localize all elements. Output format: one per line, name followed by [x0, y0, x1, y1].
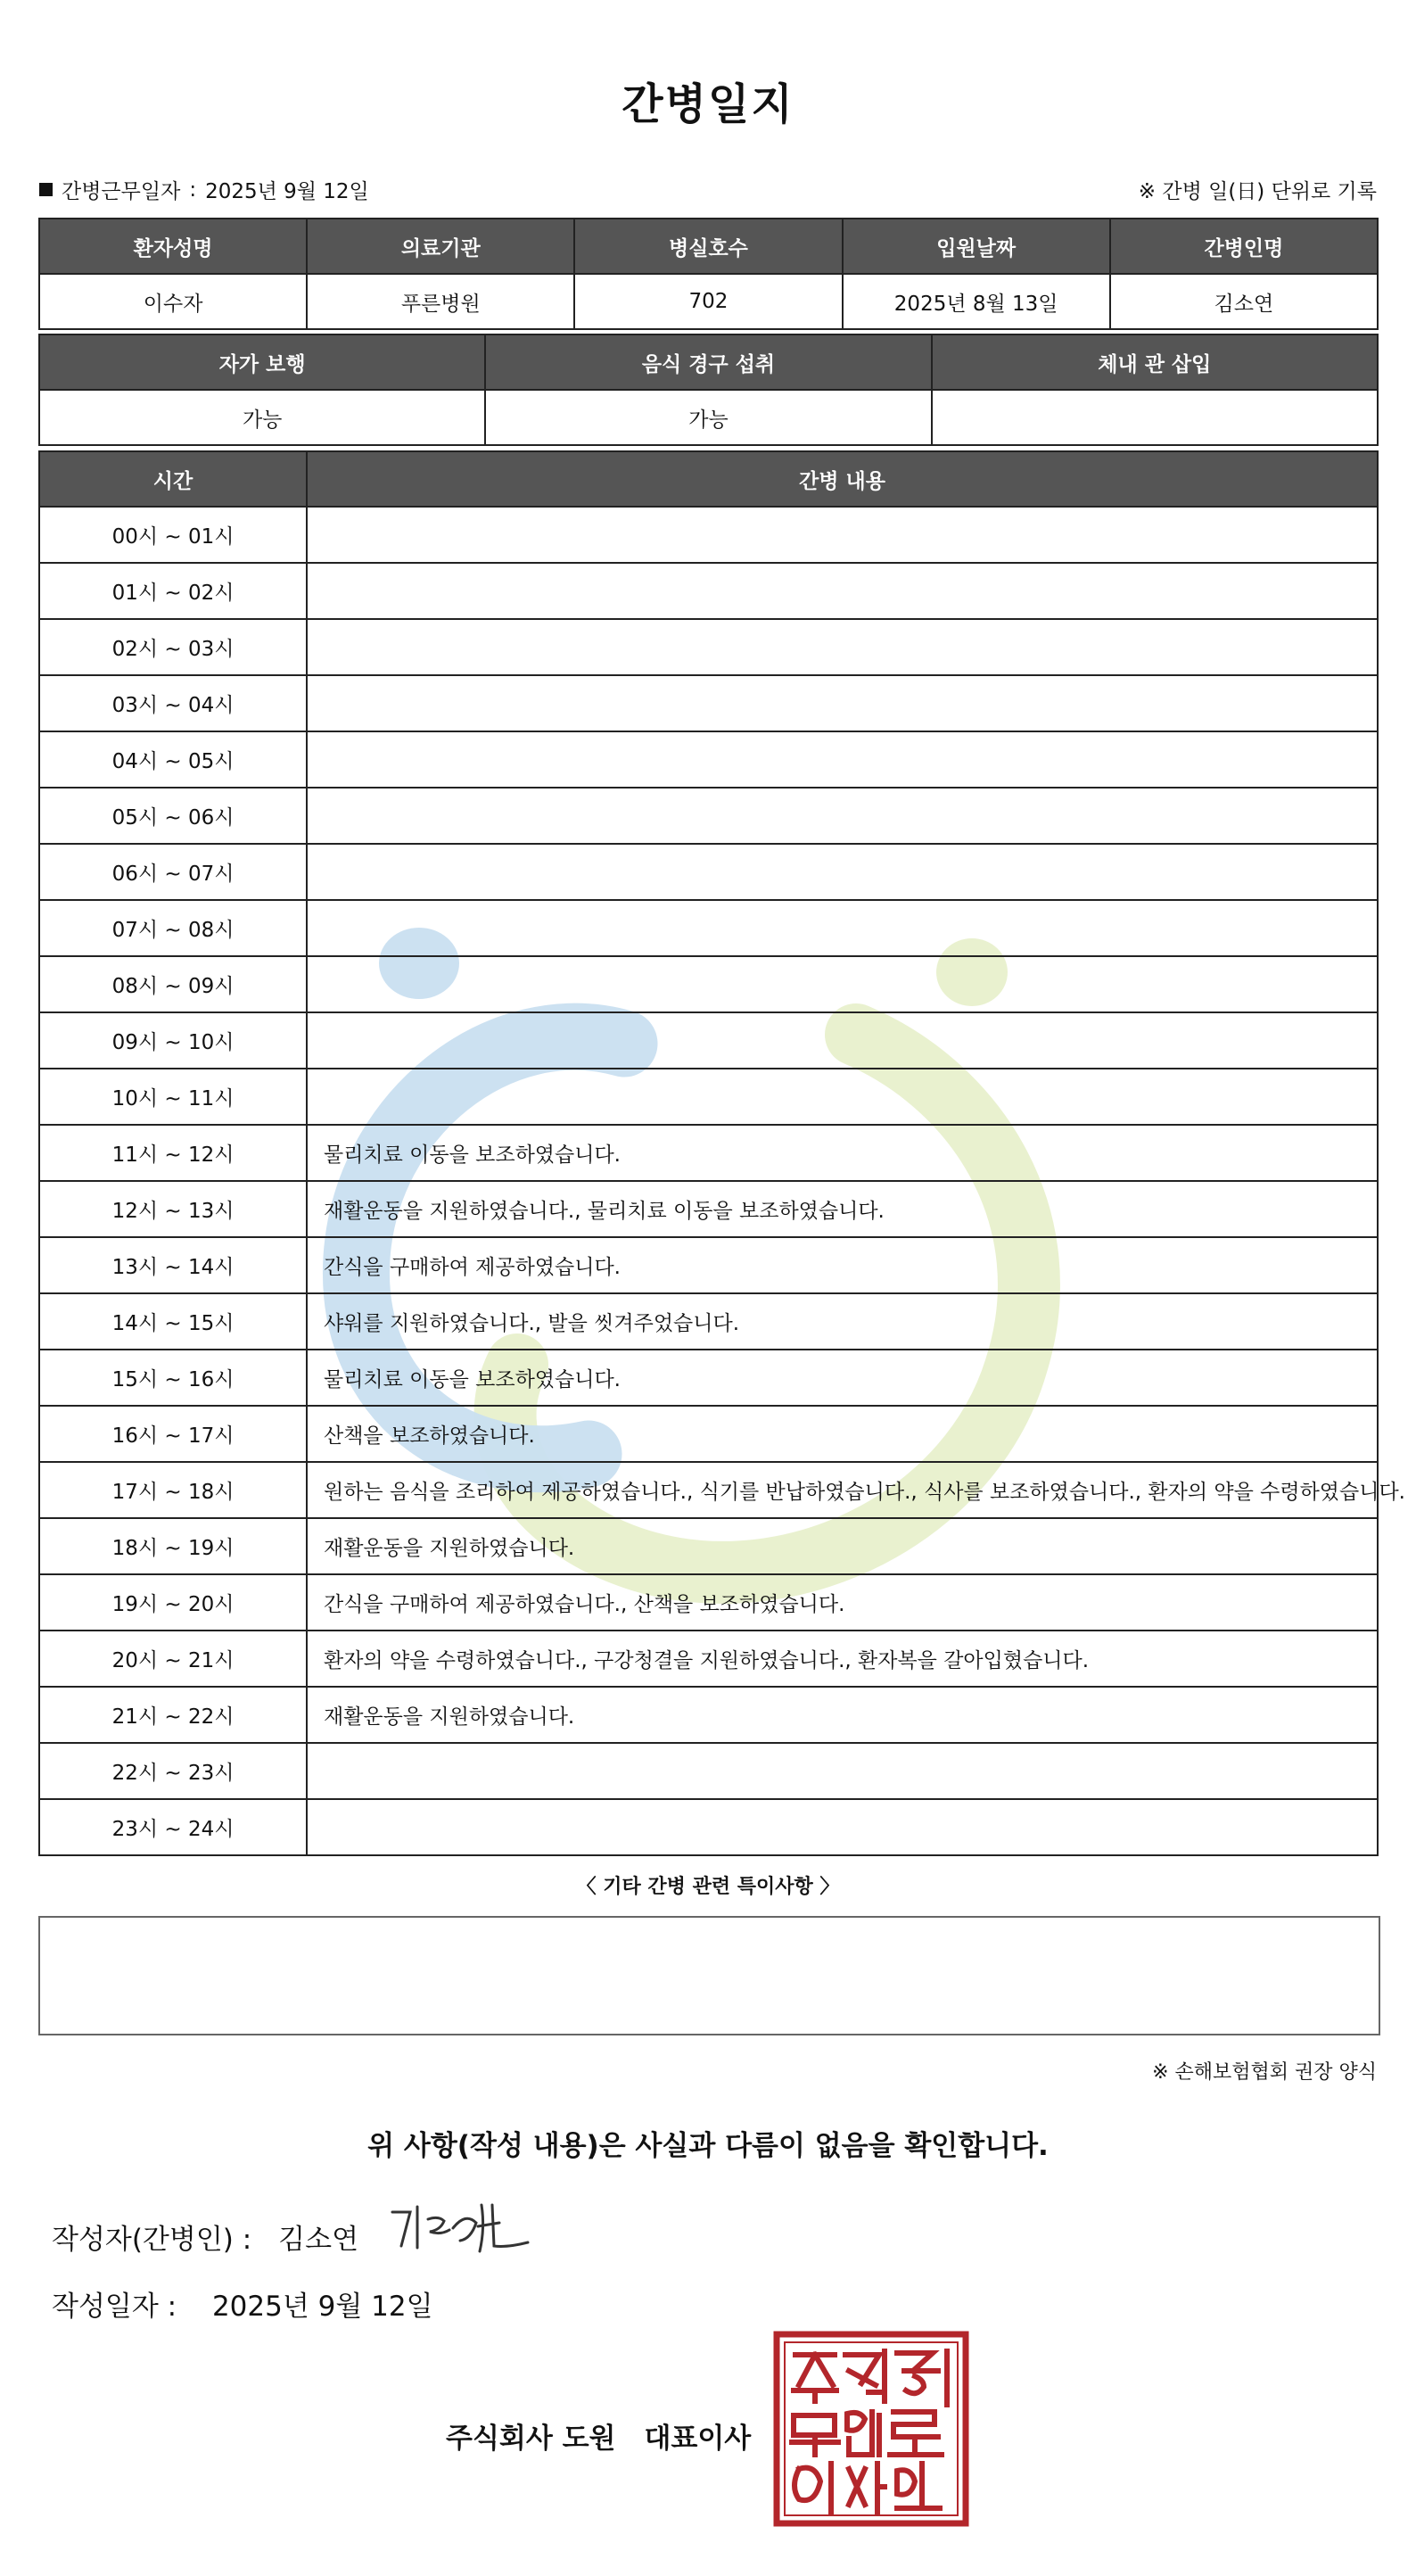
hourly-log-table — [38, 450, 1405, 1856]
log-time-cell: 11시 ~ 12시 — [39, 1125, 307, 1181]
log-content-cell — [307, 731, 1378, 788]
log-time-cell: 06시 ~ 07시 — [39, 844, 307, 900]
log-content-cell: 재활운동을 지원하였습니다., 물리치료 이동을 보조하였습니다. — [307, 1181, 1378, 1237]
log-time-cell: 10시 ~ 11시 — [39, 1069, 307, 1125]
log-content-cell: 재활운동을 지원하였습니다. — [307, 1518, 1378, 1574]
log-time-cell: 09시 ~ 10시 — [39, 1012, 307, 1069]
log-time-cell: 23시 ~ 24시 — [39, 1799, 307, 1855]
log-row — [39, 956, 1378, 1012]
log-row — [39, 1574, 1378, 1631]
handwritten-signature — [385, 2192, 537, 2264]
confirmation-statement: 위 사항(작성 내용)은 사실과 다름이 없음을 확인합니다. — [367, 2130, 1049, 2162]
status-value-row — [39, 390, 1378, 445]
log-time-cell: 00시 ~ 01시 — [39, 507, 307, 563]
care-date-row — [39, 175, 369, 204]
log-content-cell: 재활운동을 지원하였습니다. — [307, 1687, 1378, 1743]
log-time-cell: 08시 ~ 09시 — [39, 956, 307, 1012]
log-content-cell: 간식을 구매하여 제공하였습니다. — [307, 1237, 1378, 1293]
log-row — [39, 1631, 1378, 1687]
company-signoff — [446, 2415, 751, 2456]
log-content-cell — [307, 507, 1378, 563]
log-time-cell: 01시 ~ 02시 — [39, 563, 307, 619]
patient-header-row — [39, 219, 1378, 274]
log-content-cell — [307, 1799, 1378, 1855]
oral-intake-header: 음식 경구 섭취 — [485, 334, 931, 390]
log-row — [39, 507, 1378, 563]
log-time-cell: 17시 ~ 18시 — [39, 1462, 307, 1518]
bullet-square-icon — [39, 183, 53, 196]
log-row — [39, 1125, 1378, 1181]
log-content-cell — [307, 788, 1378, 844]
log-header-row — [39, 451, 1378, 507]
patient-value-row — [39, 274, 1378, 329]
patient-status-table — [38, 334, 1379, 446]
log-row — [39, 1799, 1378, 1855]
log-row — [39, 844, 1378, 900]
log-row — [39, 1012, 1378, 1069]
writer-row — [52, 2217, 358, 2257]
log-content-cell: 샤워를 지원하였습니다., 발을 씻겨주었습니다. — [307, 1293, 1378, 1350]
log-content-cell: 물리치료 이동을 보조하였습니다. — [307, 1350, 1378, 1406]
walking-value: 가능 — [39, 390, 485, 445]
room-header: 병실호수 — [574, 219, 842, 274]
log-time-cell: 15시 ~ 16시 — [39, 1350, 307, 1406]
writer-label: 작성자(간병인) : — [52, 2224, 252, 2256]
daily-unit-note: ※ 간병 일(日) 단위로 기록 — [1138, 180, 1377, 203]
written-date-value: 2025년 9월 12일 — [211, 2291, 433, 2323]
hospital-name: 푸른병원 — [307, 274, 574, 329]
log-content-cell — [307, 1012, 1378, 1069]
log-content-cell — [307, 563, 1378, 619]
walking-header: 자가 보행 — [39, 334, 485, 390]
log-content-cell — [307, 675, 1378, 731]
log-time-cell: 18시 ~ 19시 — [39, 1518, 307, 1574]
oral-intake-value: 가능 — [485, 390, 931, 445]
time-header: 시간 — [39, 451, 307, 507]
log-time-cell: 22시 ~ 23시 — [39, 1743, 307, 1799]
care-content-header: 간병 내용 — [307, 451, 1378, 507]
log-row — [39, 1181, 1378, 1237]
log-row — [39, 1687, 1378, 1743]
care-date-separator: : — [189, 178, 197, 202]
log-row — [39, 675, 1378, 731]
admission-date: 2025년 8월 13일 — [843, 274, 1110, 329]
document-title: 간병일지 — [622, 79, 794, 129]
admission-date-header: 입원날짜 — [843, 219, 1110, 274]
log-row — [39, 788, 1378, 844]
log-time-cell: 05시 ~ 06시 — [39, 788, 307, 844]
caregiver-name: 김소연 — [1110, 274, 1378, 329]
log-row — [39, 1406, 1378, 1462]
log-time-cell: 19시 ~ 20시 — [39, 1574, 307, 1631]
tube-insertion-value — [932, 390, 1378, 445]
log-content-cell: 물리치료 이동을 보조하였습니다. — [307, 1125, 1378, 1181]
log-row — [39, 563, 1378, 619]
log-time-cell: 21시 ~ 22시 — [39, 1687, 307, 1743]
log-time-cell: 04시 ~ 05시 — [39, 731, 307, 788]
log-content-cell — [307, 619, 1378, 675]
status-header-row — [39, 334, 1378, 390]
log-rows — [39, 507, 1405, 1855]
form-source-note: ※ 손해보험협회 권장 양식 — [1152, 2061, 1377, 2084]
log-time-cell: 13시 ~ 14시 — [39, 1237, 307, 1293]
log-row — [39, 731, 1378, 788]
patient-info-table — [38, 218, 1379, 330]
log-row — [39, 1237, 1378, 1293]
written-date-label: 작성일자 : — [52, 2291, 177, 2323]
log-row — [39, 1518, 1378, 1574]
log-time-cell: 03시 ~ 04시 — [39, 675, 307, 731]
log-row — [39, 1069, 1378, 1125]
company-seal-stamp — [772, 2330, 970, 2528]
log-time-cell: 14시 ~ 15시 — [39, 1293, 307, 1350]
log-row — [39, 900, 1378, 956]
log-time-cell: 20시 ~ 21시 — [39, 1631, 307, 1687]
log-content-cell: 환자의 약을 수령하였습니다., 구강청결을 지원하였습니다., 환자복을 갈아입혔습니다. — [307, 1631, 1378, 1687]
caregiver-name-header: 간병인명 — [1110, 219, 1378, 274]
care-date-value: 2025년 9월 12일 — [205, 180, 369, 203]
log-time-cell: 07시 ~ 08시 — [39, 900, 307, 956]
company-name: 주식회사 도원 — [446, 2423, 616, 2455]
hospital-header: 의료기관 — [307, 219, 574, 274]
room-number: 702 — [574, 274, 842, 329]
log-content-cell: 산책을 보조하였습니다. — [307, 1406, 1378, 1462]
tube-insertion-header: 체내 관 삽입 — [932, 334, 1378, 390]
log-row — [39, 1350, 1378, 1406]
patient-name-header: 환자성명 — [39, 219, 307, 274]
log-row — [39, 619, 1378, 675]
written-date-row — [52, 2283, 433, 2324]
writer-name: 김소연 — [278, 2224, 359, 2256]
log-time-cell: 16시 ~ 17시 — [39, 1406, 307, 1462]
special-notes-title: 〈 기타 간병 관련 특이사항 〉 — [576, 1876, 840, 1898]
patient-name: 이수자 — [39, 274, 307, 329]
log-time-cell: 12시 ~ 13시 — [39, 1181, 307, 1237]
log-content-cell: 간식을 구매하여 제공하였습니다., 산책을 보조하였습니다. — [307, 1574, 1378, 1631]
log-row — [39, 1462, 1378, 1518]
log-content-cell — [307, 1069, 1378, 1125]
log-content-cell — [307, 956, 1378, 1012]
care-date-label: 간병근무일자 — [62, 180, 181, 203]
special-notes-box — [38, 1916, 1380, 2035]
log-content-cell — [307, 844, 1378, 900]
log-content-cell — [307, 900, 1378, 956]
log-content-cell — [307, 1743, 1378, 1799]
representative-title: 대표이사 — [644, 2423, 752, 2455]
log-content-cell: 원하는 음식을 조리하여 제공하였습니다., 식기를 반납하였습니다., 식사를 보조하였습니다., 환자의 약을 수령하였습니다. — [307, 1462, 1378, 1518]
log-row — [39, 1743, 1378, 1799]
log-time-cell: 02시 ~ 03시 — [39, 619, 307, 675]
log-row — [39, 1293, 1378, 1350]
